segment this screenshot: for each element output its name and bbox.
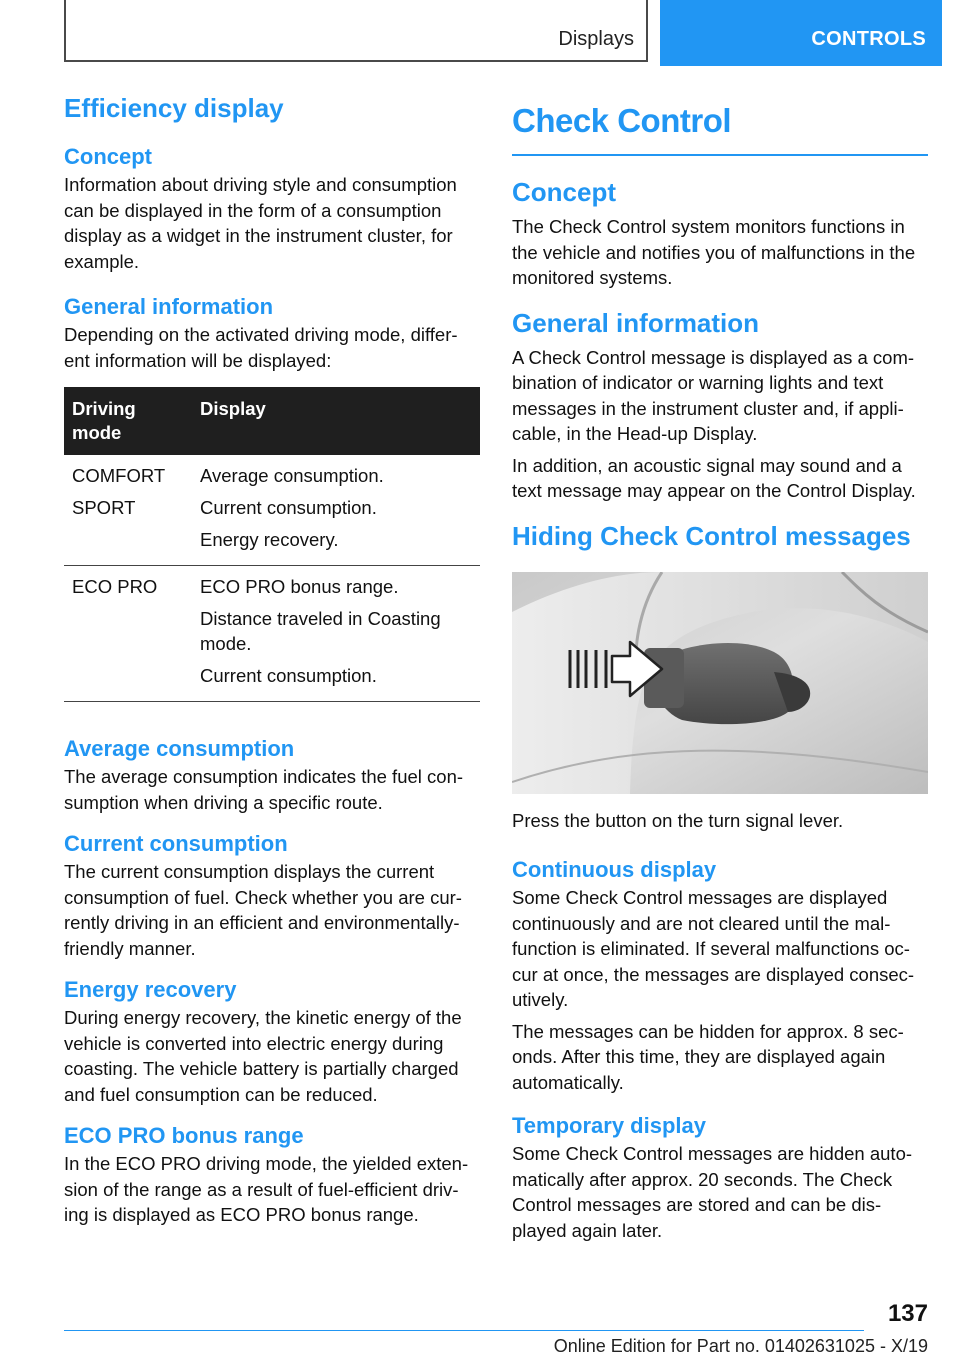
current-consumption-section — [64, 829, 480, 961]
current-consumption-heading: Current consumption — [64, 831, 288, 856]
mode-eco-pro: ECO PRO — [72, 576, 158, 597]
left-column — [64, 90, 480, 1242]
column-header-driving-mode: Driving mode — [64, 387, 192, 455]
concept-section — [64, 142, 480, 274]
cc-hiding-caption: Press the button on the turn signal lever. — [512, 809, 844, 831]
average-consumption-text: The average consumption indicates the fuel con-sumption when driving a specific route. — [64, 766, 464, 813]
cc-hiding-section — [512, 518, 928, 834]
cc-continuous-heading: Continuous display — [512, 857, 717, 882]
mode-comfort: COMFORT — [72, 465, 166, 486]
cc-general-text-2: In addition, an acoustic signal may sound and a text message may appear on the Control Display. — [512, 454, 916, 501]
turn-signal-lever-illustration — [512, 572, 928, 794]
average-consumption-heading: Average consumption — [64, 736, 295, 761]
mode-sport: SPORT — [72, 497, 136, 518]
footer-divider — [64, 1330, 864, 1331]
edition-note: Online Edition for Part no. 01402631025 - X/19 — [553, 1336, 928, 1356]
cc-continuous-text-1: Some Check Control messages are displayed continuously and are not cleared until the mal-function is eliminated. If several malfunctions oc-cur at once, the messages are displayed consec-utively. — [512, 887, 915, 1010]
concept-text: Information about driving style and consumption can be displayed in the form of a consumption display as a widget in the instrument cluster, for example. — [64, 174, 457, 272]
table-header-row — [64, 387, 480, 455]
general-info-section — [64, 292, 480, 373]
check-control-title: Check Control — [512, 98, 928, 156]
cc-concept-text: The Check Control system monitors functions in the vehicle and notifies you of malfunctions in the monitored systems. — [512, 216, 916, 288]
right-column — [512, 98, 928, 1257]
cc-general-text-1: A Check Control message is displayed as a com-bination of indicator or warning lights and text messages in the instrument cluster and, if appli-cable, in the Head-up Display. — [512, 346, 915, 444]
cc-hiding-heading: Hiding Check Control messages — [512, 520, 911, 551]
display-item: Current consumption. — [200, 665, 377, 686]
page-number: 137 — [887, 1300, 928, 1327]
average-consumption-section — [64, 734, 480, 815]
display-item: Average consumption. — [200, 465, 384, 486]
cc-concept-section — [512, 174, 928, 291]
cc-general-section — [512, 305, 928, 504]
turn-signal-lever-image — [512, 572, 928, 794]
cc-temporary-section — [512, 1111, 928, 1243]
display-item: Current consumption. — [200, 497, 377, 518]
energy-recovery-section — [64, 975, 480, 1107]
energy-recovery-heading: Energy recovery — [64, 977, 237, 1002]
display-item: ECO PRO bonus range. — [200, 576, 399, 597]
section-tab-label: Displays — [558, 28, 634, 50]
chapter-tab-label: CONTROLS — [811, 28, 926, 50]
concept-heading: Concept — [64, 144, 152, 169]
cc-temporary-text: Some Check Control messages are hidden auto-matically after approx. 20 seconds. The Check Control messages are stored and can be dis-played again later. — [512, 1143, 913, 1241]
energy-recovery-text: During energy recovery, the kinetic energy of the vehicle is converted into electric energy during coasting. The vehicle battery is partially charged and fuel consumption can be reduced. — [64, 1007, 462, 1105]
eco-pro-bonus-section — [64, 1121, 480, 1228]
mode-cell — [64, 455, 192, 566]
eco-pro-bonus-heading: ECO PRO bonus range — [64, 1123, 304, 1148]
general-info-heading: General information — [64, 294, 274, 319]
display-cell — [192, 566, 480, 702]
mode-cell — [64, 566, 192, 702]
display-cell — [192, 455, 480, 566]
general-info-text: Depending on the activated driving mode, differ-ent information will be displayed: — [64, 324, 458, 371]
table-row — [64, 455, 480, 566]
current-consumption-text: The current consumption displays the current consumption of fuel. Check whether you are cur-rently driving in an efficient and environmentally-friendly manner. — [64, 861, 462, 959]
cc-general-heading: General information — [512, 307, 760, 338]
column-header-display: Display — [192, 387, 480, 455]
display-item: Energy recovery. — [200, 529, 339, 550]
section-tab — [64, 0, 648, 62]
display-item: Distance traveled in Coasting mode. — [200, 608, 441, 654]
eco-pro-bonus-text: In the ECO PRO driving mode, the yielded exten-sion of the range as a result of fuel-efficient driv-ing is displayed as ECO PRO bonus range. — [64, 1153, 469, 1225]
cc-temporary-heading: Temporary display — [512, 1113, 706, 1138]
page-header — [0, 0, 960, 66]
cc-continuous-section — [512, 855, 928, 1095]
chapter-tab — [660, 0, 942, 66]
table-row — [64, 566, 480, 702]
driving-mode-table — [64, 387, 480, 702]
efficiency-display-title: Efficiency display — [64, 93, 284, 123]
cc-concept-heading: Concept — [512, 177, 616, 207]
cc-continuous-text-2: The messages can be hidden for approx. 8 sec-onds. After this time, they are displayed again automatically. — [512, 1020, 904, 1093]
